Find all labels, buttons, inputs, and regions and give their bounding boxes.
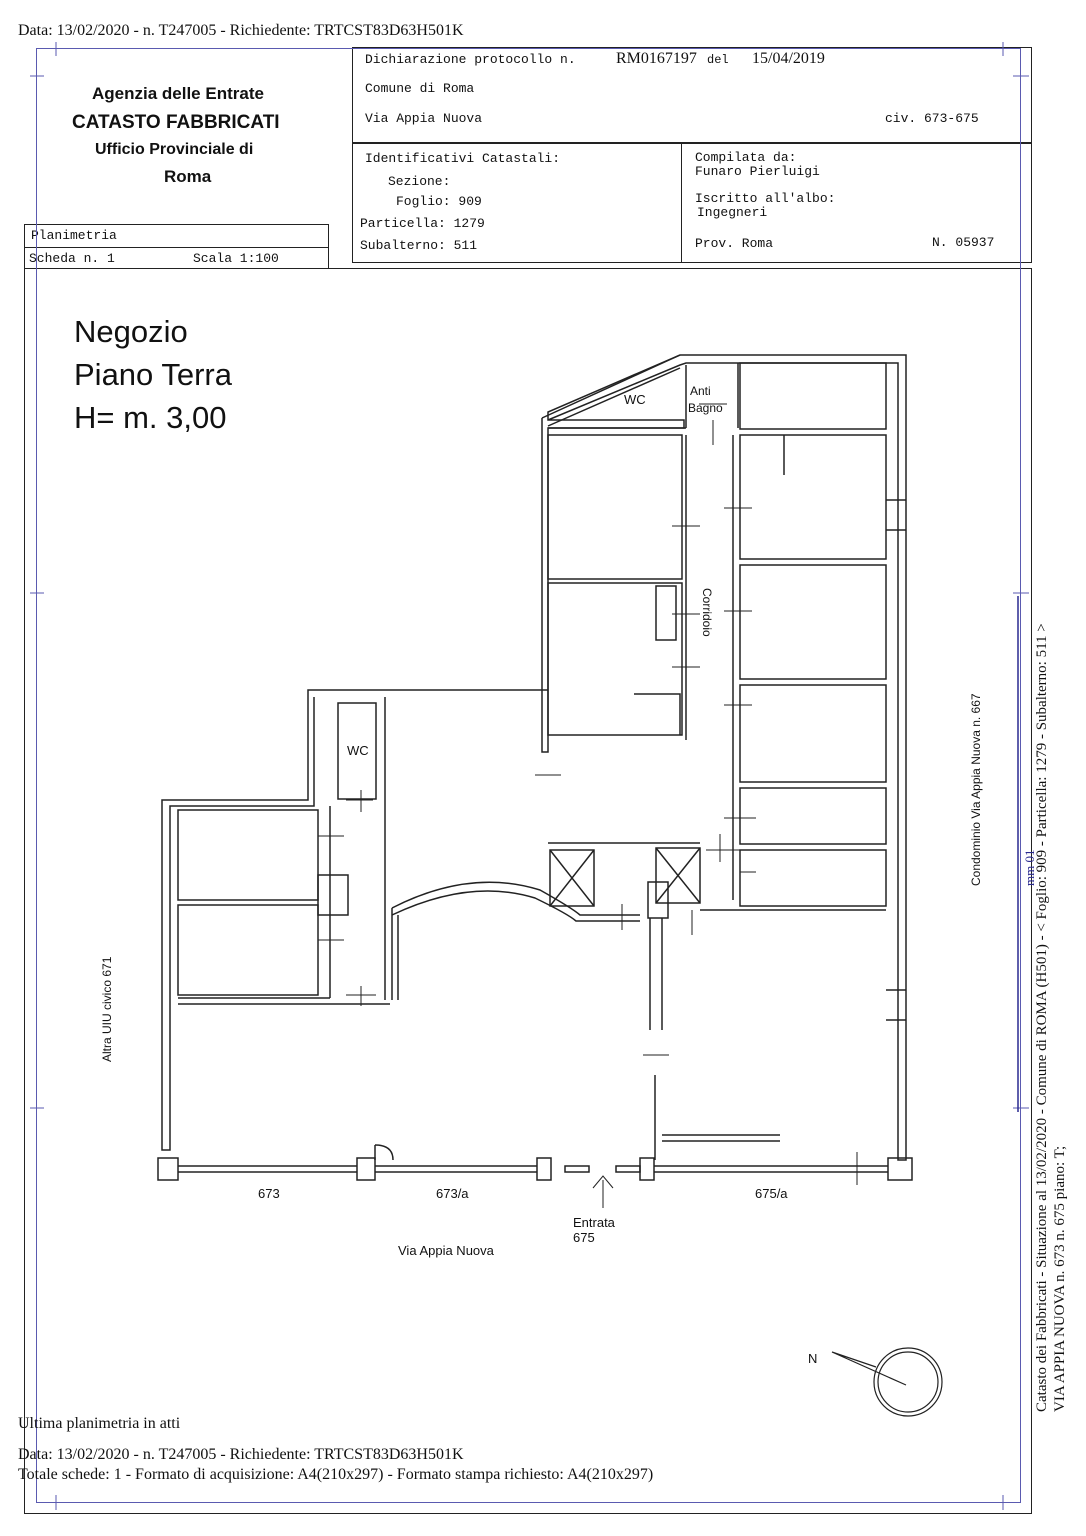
plan-title-floor: Piano Terra (74, 357, 232, 392)
ufficio-city: Roma (164, 167, 212, 186)
footer-format-line: Totale schede: 1 - Formato di acquisizione: A4(210x297) - Formato stampa richiesto: A4(210x297) (18, 1466, 654, 1483)
room-label-anti: Anti (690, 384, 711, 398)
entrance-number: 675 (573, 1230, 595, 1245)
via-label: Via Appia Nuova (365, 111, 483, 126)
compass-north-label: N (808, 1351, 818, 1366)
entrance-label: Entrata (573, 1215, 615, 1230)
compilata-name: Funaro Pierluigi (695, 164, 820, 179)
civic-673: 673 (258, 1186, 280, 1201)
plan-title-height: H= m. 3,00 (74, 400, 227, 435)
comune-label: Comune di Roma (365, 81, 475, 96)
room-label-wc-top: WC (624, 392, 646, 407)
scan-stamp: mm 01 (1022, 849, 1037, 886)
scheda-label: Scheda n. 1 (29, 251, 115, 266)
ufficio-label: Ufficio Provinciale di (95, 141, 254, 158)
room-label-corridoio: Corridoio (700, 588, 714, 637)
numero-albo: N. 05937 (932, 235, 995, 250)
scan-ruler-ticks (30, 42, 1029, 1510)
sezione-label: Sezione: (388, 174, 451, 189)
wall-top-wing (542, 355, 906, 1160)
declaration-prefix: Dichiarazione protocollo n. (365, 52, 576, 67)
footer-request-line: Data: 13/02/2020 - n. T247005 - Richiedente: TRTCST83D63H501K (18, 1446, 464, 1463)
footer-ultima-planimetria: Ultima planimetria in atti (18, 1415, 181, 1432)
cadastral-situation-line: Catasto dei Fabbricati - Situazione al 13/02/2020 - Comune di ROMA (H501) - < Foglio: 909 - Particella: 1279 - Subalterno: 511 > (1034, 623, 1050, 1412)
scala-label: Scala 1:100 (193, 251, 279, 266)
catasto-title: CATASTO FABBRICATI (72, 112, 280, 133)
declaration-date: 15/04/2019 (752, 50, 825, 67)
plan-title-use: Negozio (74, 314, 188, 349)
particella-label: Particella: 1279 (360, 216, 485, 231)
civico-label: civ. 673-675 (885, 111, 979, 126)
label-neighbor-left: Altra UIU civico 671 (100, 956, 114, 1062)
prov-label: Prov. Roma (695, 236, 774, 251)
room-label-wc-left: WC (347, 743, 369, 758)
iscritto-label: Iscritto all'albo: (695, 191, 836, 206)
civic-675a: 675/a (755, 1186, 788, 1201)
street-name: Via Appia Nuova (398, 1243, 494, 1258)
planimetria-label: Planimetria (31, 228, 117, 243)
wall-left-wing (162, 690, 548, 1150)
civic-673a: 673/a (436, 1186, 469, 1201)
cadastral-address-line: VIA APPIA NUOVA n. 673 n. 675 piano: T; (1052, 1145, 1068, 1412)
room-label-bagno: Bagno (688, 401, 723, 415)
compilata-title: Compilata da: (695, 150, 797, 165)
agency-name: Agenzia delle Entrate (92, 84, 264, 103)
albo-label: Ingegneri (697, 205, 768, 220)
declaration-del: del (707, 53, 729, 67)
north-compass (832, 1348, 942, 1416)
identificativi-title: Identificativi Catastali: (365, 151, 561, 166)
foglio-label: Foglio: 909 (396, 194, 482, 209)
subalterno-label: Subalterno: 511 (360, 238, 478, 253)
declaration-number: RM0167197 (616, 50, 697, 67)
header-request-line: Data: 13/02/2020 - n. T247005 - Richiedente: TRTCST83D63H501K (18, 22, 464, 39)
label-neighbor-right: Condominio Via Appia Nuova n. 667 (969, 693, 983, 886)
